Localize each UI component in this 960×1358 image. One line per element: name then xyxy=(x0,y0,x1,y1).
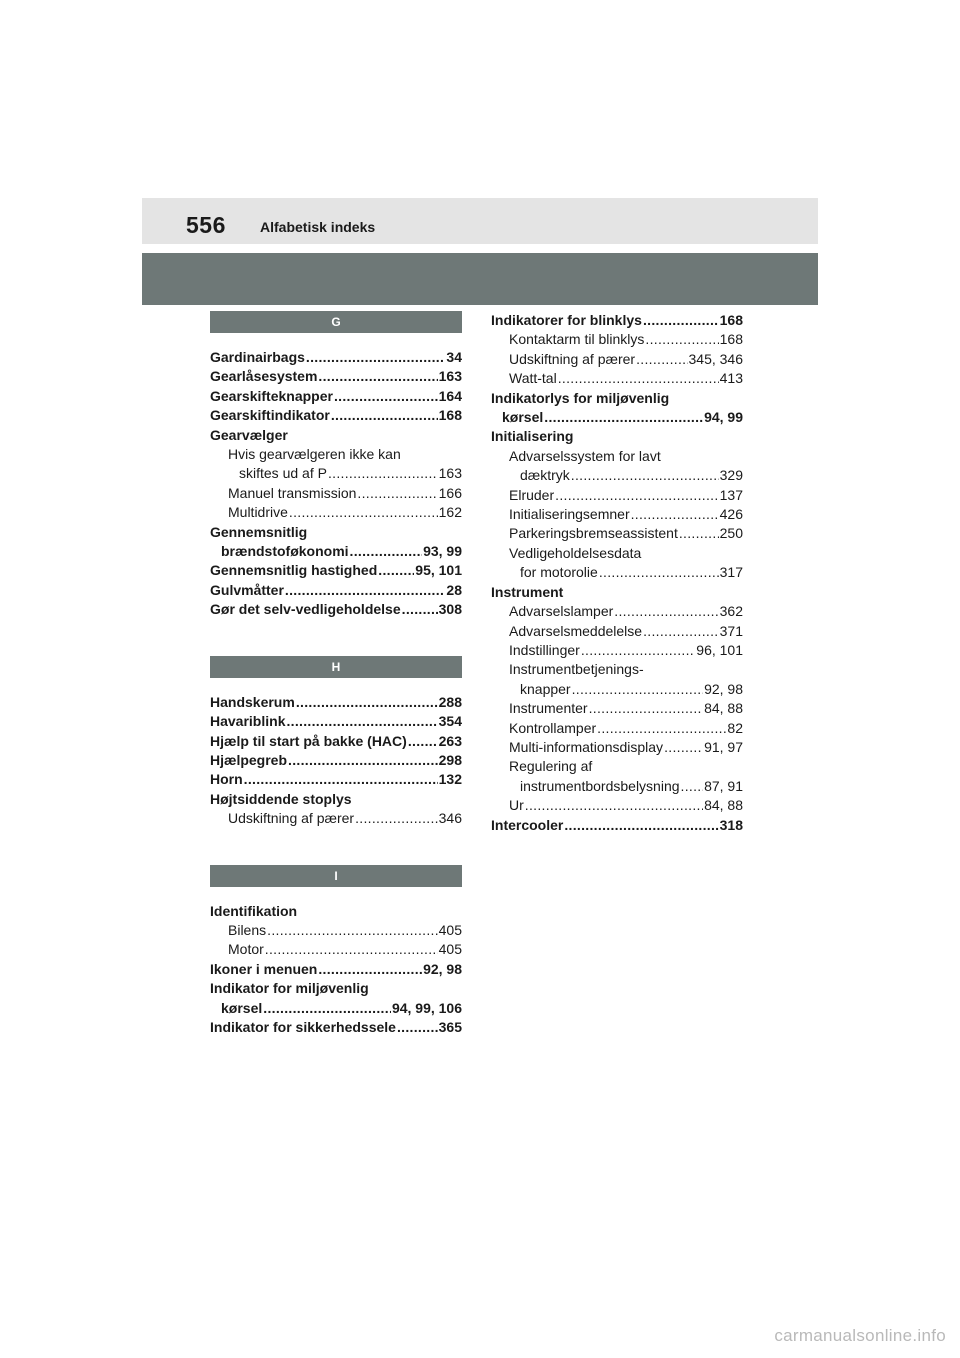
index-entry xyxy=(491,777,743,796)
index-entry xyxy=(210,902,462,921)
section-gap xyxy=(210,829,462,865)
dot-leader xyxy=(664,738,703,757)
index-entry xyxy=(491,816,743,835)
index-entry xyxy=(210,445,462,464)
index-term: Ur xyxy=(509,797,524,814)
page-reference: 92, 98 xyxy=(704,680,743,697)
dot-leader xyxy=(331,406,438,425)
index-term: dæktryk xyxy=(520,467,570,484)
index-entry xyxy=(491,330,743,349)
index-term: Hjælp til start på bakke (HAC) xyxy=(210,732,407,749)
page-reference: 345, 346 xyxy=(688,350,743,367)
dot-leader xyxy=(555,486,719,505)
dot-leader xyxy=(285,581,446,600)
index-term: Horn xyxy=(210,771,243,788)
index-term: Hjælpegreb xyxy=(210,751,288,768)
index-term: Indikator for miljøvenlig xyxy=(210,980,369,997)
index-term: Udskiftning af pærer xyxy=(509,350,636,367)
index-term: kørsel xyxy=(502,409,544,426)
index-entry xyxy=(491,544,743,563)
dot-leader xyxy=(267,921,438,940)
page-reference: 84, 88 xyxy=(704,700,743,717)
index-entry xyxy=(210,464,462,483)
page-reference: 96, 101 xyxy=(696,641,743,658)
page-reference: 365 xyxy=(438,1018,462,1035)
index-term: kørsel xyxy=(221,999,263,1016)
index-term: Indikatorlys for miljøvenlig xyxy=(491,389,670,406)
dot-leader xyxy=(631,505,719,524)
index-term: Regulering af xyxy=(509,758,593,775)
dot-leader xyxy=(679,524,719,543)
index-entry xyxy=(210,999,462,1018)
index-entry xyxy=(491,563,743,582)
page-reference: 308 xyxy=(438,601,462,618)
dot-leader xyxy=(265,940,438,959)
dot-leader xyxy=(581,641,695,660)
index-entry xyxy=(210,387,462,406)
index-entry xyxy=(491,719,743,738)
index-term: Advarselssystem for lavt xyxy=(509,447,661,464)
index-entry xyxy=(210,484,462,503)
dot-leader xyxy=(571,466,719,485)
index-entry xyxy=(491,602,743,621)
page-reference: 288 xyxy=(438,693,462,710)
index-entry xyxy=(491,427,743,446)
dot-leader xyxy=(597,719,726,738)
dot-leader xyxy=(564,816,718,835)
dot-leader xyxy=(402,600,438,619)
dot-leader xyxy=(378,561,414,580)
dot-leader xyxy=(397,1018,438,1037)
index-term: Havariblink xyxy=(210,713,286,730)
dot-leader xyxy=(355,809,438,828)
page-reference: 84, 88 xyxy=(704,797,743,814)
index-term: skiftes ud af P xyxy=(239,465,327,482)
index-term: Indstillinger xyxy=(509,641,580,658)
index-term: Manuel transmission xyxy=(228,484,357,501)
watermark: carmanualsonline.info xyxy=(774,1326,946,1345)
page-reference: 93, 99 xyxy=(423,543,462,560)
index-term: instrumentbordsbelysning xyxy=(520,777,680,794)
page-reference: 405 xyxy=(438,921,462,938)
page-reference: 346 xyxy=(438,810,462,827)
index-term: Indikator for sikkerhedssele xyxy=(210,1018,396,1035)
dot-leader xyxy=(544,408,703,427)
page-reference: 163 xyxy=(438,465,462,482)
index-entry xyxy=(491,311,743,330)
index-entry xyxy=(210,940,462,959)
index-term: Udskiftning af pærer xyxy=(228,810,355,827)
index-term: Initialiseringsemner xyxy=(509,506,630,523)
dot-leader xyxy=(286,712,437,731)
page-reference: 95, 101 xyxy=(415,562,462,579)
dot-leader xyxy=(318,367,437,386)
dot-leader xyxy=(525,796,703,815)
page-reference: 329 xyxy=(719,467,743,484)
dot-leader xyxy=(318,960,422,979)
dot-leader xyxy=(681,777,704,796)
index-entry xyxy=(491,447,743,466)
index-entry xyxy=(491,641,743,660)
index-entry xyxy=(210,712,462,731)
index-entry xyxy=(210,809,462,828)
page-reference: 163 xyxy=(438,368,462,385)
dot-leader xyxy=(599,563,719,582)
index-term: Initialisering xyxy=(491,428,574,445)
index-term: Handskerum xyxy=(210,693,295,710)
index-entry xyxy=(210,693,462,712)
index-term: Gør det selv-vedligeholdelse xyxy=(210,601,401,618)
page-reference: 164 xyxy=(438,387,462,404)
index-entry xyxy=(210,751,462,770)
index-term: brændstoføkonomi xyxy=(221,543,349,560)
index-term: Gardinairbags xyxy=(210,349,305,365)
dot-leader xyxy=(244,770,438,789)
index-term: Gennemsnitlig hastighed xyxy=(210,562,378,579)
index-entry xyxy=(491,466,743,485)
index-entry xyxy=(491,680,743,699)
dot-leader xyxy=(328,464,438,483)
index-entry xyxy=(491,524,743,543)
index-entry xyxy=(210,367,462,386)
index-entry xyxy=(210,979,462,998)
page-title: Alfabetisk indeks xyxy=(260,219,376,235)
index-entry xyxy=(491,796,743,815)
index-term: Multidrive xyxy=(228,504,288,521)
index-column-left xyxy=(210,311,462,1037)
dot-leader xyxy=(288,751,438,770)
index-entry xyxy=(491,369,743,388)
index-term: Højtsiddende stoplys xyxy=(210,790,352,807)
index-term: Bilens xyxy=(228,921,267,938)
index-entry xyxy=(210,406,462,425)
section-header: I xyxy=(210,865,462,887)
index-term: Ikoner i menuen xyxy=(210,960,318,977)
page-reference: 354 xyxy=(438,713,462,730)
page-reference: 94, 99 xyxy=(704,409,743,426)
index-entry xyxy=(210,561,462,580)
page-reference: 92, 98 xyxy=(423,960,462,977)
page-reference: 168 xyxy=(719,331,743,348)
index-term: Gearskiftindikator xyxy=(210,407,330,424)
dot-leader xyxy=(357,484,437,503)
page-reference: 87, 91 xyxy=(704,777,743,794)
index-term: Gearvælger xyxy=(210,426,288,443)
page-reference: 317 xyxy=(719,564,743,581)
page-reference: 405 xyxy=(438,941,462,958)
index-term: Hvis gearvælgeren ikke kan xyxy=(228,446,401,463)
index-term: Watt-tal xyxy=(509,370,557,387)
index-entry xyxy=(210,523,462,542)
dot-leader xyxy=(350,542,423,561)
index-entry xyxy=(210,348,462,367)
section-gap xyxy=(210,620,462,656)
page-reference: 371 xyxy=(719,622,743,639)
index-column-right xyxy=(491,311,743,835)
page-reference: 132 xyxy=(438,771,462,788)
index-term: Gulvmåtter xyxy=(210,581,284,598)
index-term: Intercooler xyxy=(491,816,564,833)
section-gap xyxy=(210,678,462,693)
page-number: 556 xyxy=(186,212,226,238)
index-entry xyxy=(210,790,462,809)
index-term: Vedligeholdelsesdata xyxy=(509,544,642,561)
page-reference: 298 xyxy=(438,751,462,768)
index-entry xyxy=(210,1018,462,1037)
index-entry xyxy=(210,426,462,445)
index-entry xyxy=(210,503,462,522)
page-reference: 82 xyxy=(727,719,743,736)
index-term: Motor xyxy=(228,941,264,958)
index-entry xyxy=(491,757,743,776)
index-entry xyxy=(210,600,462,619)
page-reference: 91, 97 xyxy=(704,738,743,755)
dot-leader xyxy=(296,693,438,712)
index-term: Multi-informationsdisplay xyxy=(509,738,664,755)
section-gap xyxy=(210,887,462,902)
page-reference: 94, 99, 106 xyxy=(391,999,462,1016)
index-entry xyxy=(491,583,743,602)
dot-leader xyxy=(643,622,719,641)
index-term: Instrumenter xyxy=(509,700,588,717)
page-reference: 162 xyxy=(438,504,462,521)
page-reference: 263 xyxy=(438,732,462,749)
index-entry xyxy=(491,699,743,718)
page-reference: 413 xyxy=(719,370,743,387)
index-entry xyxy=(491,738,743,757)
dot-leader xyxy=(408,732,438,751)
index-term: Gearlåsesystem xyxy=(210,368,318,385)
page-reference: 28 xyxy=(446,581,462,598)
page-reference: 318 xyxy=(719,816,743,833)
index-entry xyxy=(491,505,743,524)
index-entry xyxy=(210,770,462,789)
index-entry xyxy=(491,350,743,369)
header-bar xyxy=(142,198,818,244)
page-reference: 362 xyxy=(719,603,743,620)
index-entry xyxy=(210,581,462,600)
index-entry xyxy=(210,921,462,940)
section-gap xyxy=(210,333,462,348)
index-term: Gennemsnitlig xyxy=(210,523,308,540)
dot-leader xyxy=(306,348,446,367)
page-reference: 168 xyxy=(719,312,743,328)
index-entry xyxy=(491,389,743,408)
page-reference: 34 xyxy=(446,349,462,365)
index-term: Advarselsmeddelelse xyxy=(509,622,643,639)
page-reference: 250 xyxy=(719,525,743,542)
index-entry xyxy=(491,486,743,505)
index-term: for motorolie xyxy=(520,564,598,581)
dot-leader xyxy=(289,503,438,522)
index-term: Indikatorer for blinklys xyxy=(491,312,642,328)
index-term: Gearskifteknapper xyxy=(210,387,333,404)
index-entry xyxy=(491,622,743,641)
dot-leader xyxy=(636,350,687,369)
chapter-banner xyxy=(142,253,818,305)
page-reference: 426 xyxy=(719,506,743,523)
dot-leader xyxy=(589,699,703,718)
index-entry xyxy=(210,732,462,751)
dot-leader xyxy=(643,311,719,330)
index-term: Instrument xyxy=(491,583,564,600)
dot-leader xyxy=(558,369,719,388)
index-term: Identifikation xyxy=(210,902,298,919)
dot-leader xyxy=(263,999,391,1018)
page-reference: 168 xyxy=(438,407,462,424)
index-term: knapper xyxy=(520,680,571,697)
index-entry xyxy=(210,542,462,561)
index-term: Kontrollamper xyxy=(509,719,597,736)
index-term: Instrumentbetjenings- xyxy=(509,661,644,678)
page-reference: 137 xyxy=(719,486,743,503)
index-term: Elruder xyxy=(509,486,555,503)
dot-leader xyxy=(334,387,438,406)
page-reference: 166 xyxy=(438,484,462,501)
index-entry xyxy=(491,660,743,679)
section-header: H xyxy=(210,656,462,678)
section-header: G xyxy=(210,311,462,333)
index-term: Advarselslamper xyxy=(509,603,614,620)
index-entry xyxy=(210,960,462,979)
dot-leader xyxy=(614,602,718,621)
index-term: Kontaktarm til blinklys xyxy=(509,331,645,348)
dot-leader xyxy=(572,680,703,699)
index-entry xyxy=(491,408,743,427)
dot-leader xyxy=(645,330,718,349)
index-term: Parkeringsbremseassistent xyxy=(509,525,678,542)
